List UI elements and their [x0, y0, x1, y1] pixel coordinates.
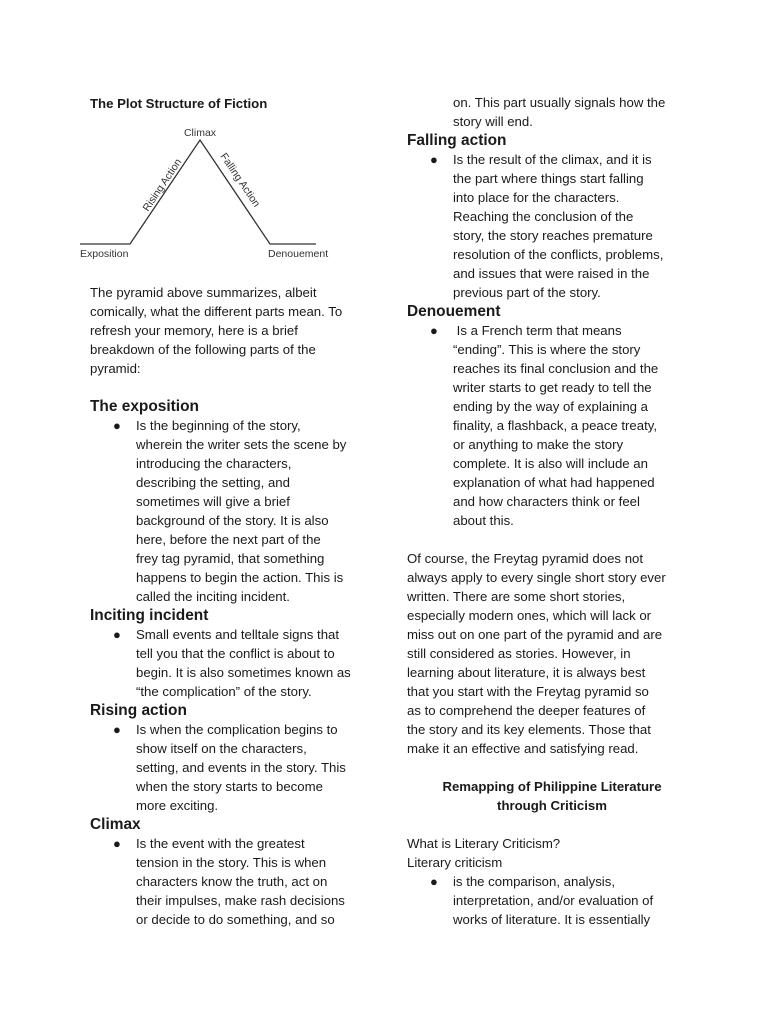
- bullet-icon: ●: [113, 418, 121, 433]
- text-line: complete. It is also will include an: [453, 456, 648, 471]
- label-rising-action: Rising Action: [140, 156, 185, 214]
- left-column: [90, 283, 380, 929]
- intro-paragraph: [90, 283, 380, 378]
- text-line: their impulses, make rash decisions: [136, 893, 345, 908]
- text-line: “ending”. This is where the story: [453, 342, 641, 357]
- label-falling-action: Falling Action: [217, 150, 263, 210]
- text-line: make it an effective and satisfying read.: [407, 741, 639, 756]
- section-heading: [407, 777, 697, 815]
- bullet-falling-action: [407, 150, 697, 302]
- text-line: interpretation, and/or evaluation of: [453, 893, 654, 908]
- text-line: more exciting.: [136, 798, 219, 813]
- bullet-icon: ●: [430, 874, 438, 889]
- text-line: show itself on the characters,: [136, 741, 307, 756]
- text-line: and issues that were raised in the: [453, 266, 650, 281]
- label-denouement: Denouement: [268, 248, 329, 260]
- bullet-icon: ●: [430, 152, 438, 167]
- text-line: the part where things start falling: [453, 171, 644, 186]
- text-line: called the inciting incident.: [136, 589, 290, 604]
- text-line: setting, and events in the story. This: [136, 760, 346, 775]
- bullet-rising-action: [90, 720, 380, 815]
- bullet-icon: ●: [113, 722, 121, 737]
- heading-rising-action: Rising action: [90, 702, 187, 719]
- text-line: explanation of what had happened: [453, 475, 655, 490]
- text-line: Is a French term that means: [453, 323, 622, 338]
- bullet-icon: ●: [430, 323, 438, 338]
- text-line: background of the story. It is also: [136, 513, 329, 528]
- text-line: works of literature. It is essentially: [453, 912, 651, 927]
- page-title: The Plot Structure of Fiction: [90, 96, 268, 111]
- text-line: learning about literature, it is always best: [407, 665, 646, 680]
- text-line: Is the result of the climax, and it is: [453, 152, 652, 167]
- freytag-paragraph: [407, 549, 697, 758]
- text-line: especially modern ones, which will lack or: [407, 608, 652, 623]
- text-line: still considered as stories. However, in: [407, 646, 631, 661]
- text-line: and how characters think or feel: [453, 494, 640, 509]
- text-line: wherein the writer sets the scene by: [136, 437, 347, 452]
- text-line: refresh your memory, here is a brief: [90, 323, 298, 338]
- text-line: Is the beginning of the story,: [136, 418, 301, 433]
- term-line: Literary criticism: [407, 855, 503, 870]
- text-line: previous part of the story.: [453, 285, 601, 300]
- plot-pyramid-diagram: [78, 122, 338, 262]
- text-line: on. This part usually signals how the: [453, 95, 666, 110]
- text-line: story, the story reaches premature: [453, 228, 653, 243]
- heading-falling-action: Falling action: [407, 132, 507, 149]
- text-line: Is when the complication begins to: [136, 722, 338, 737]
- right-column: [407, 93, 697, 929]
- text-line: writer starts to get ready to tell the: [453, 380, 652, 395]
- bullet-literary-criticism: [407, 872, 697, 929]
- bullet-inciting-incident: [90, 625, 380, 701]
- label-exposition: Exposition: [80, 248, 129, 260]
- text-line: tension in the story. This is when: [136, 855, 327, 870]
- text-line: describing the setting, and: [136, 475, 290, 490]
- text-line: when the story starts to become: [136, 779, 323, 794]
- text-line: here, before the next part of the: [136, 532, 321, 547]
- pyramid-outline: [80, 140, 316, 244]
- text-line: Small events and telltale signs that: [136, 627, 340, 642]
- text-line: tell you that the conflict is about to: [136, 646, 335, 661]
- text-line: that you start with the Freytag pyramid so: [407, 684, 649, 699]
- label-climax: Climax: [183, 127, 217, 139]
- bullet-denouement: [407, 321, 697, 530]
- climax-continuation: [407, 93, 697, 131]
- text-line: comically, what the different parts mean. To: [90, 304, 343, 319]
- text-line: breakdown of the following parts of the: [90, 342, 316, 357]
- bullet-exposition: [90, 416, 380, 606]
- text-line: ending by the way of explaining a: [453, 399, 649, 414]
- text-line: sometimes will give a brief: [136, 494, 290, 509]
- text-line: miss out on one part of the pyramid and are: [407, 627, 663, 642]
- text-line: frey tag pyramid, that something: [136, 551, 325, 566]
- bullet-icon: ●: [113, 836, 121, 851]
- text-line: introducing the characters,: [136, 456, 292, 471]
- text-line: written. There are some short stories,: [407, 589, 626, 604]
- text-line: “the complication” of the story.: [136, 684, 312, 699]
- question-line: What is Literary Criticism?: [407, 836, 561, 851]
- text-line: as to comprehend the deeper features of: [407, 703, 646, 718]
- heading-inciting-incident: Inciting incident: [90, 607, 209, 624]
- text-line: into place for the characters.: [453, 190, 620, 205]
- text-line: begin. It is also sometimes known as: [136, 665, 351, 680]
- text-line: through Criticism: [497, 798, 607, 813]
- text-line: always apply to every single short story ever: [407, 570, 666, 585]
- text-line: The pyramid above summarizes, albeit: [90, 285, 317, 300]
- bullet-climax: [90, 834, 380, 929]
- text-line: pyramid:: [90, 361, 141, 376]
- text-line: happens to begin the action. This is: [136, 570, 344, 585]
- text-line: characters know the truth, act on: [136, 874, 328, 889]
- text-line: finality, a flashback, a peace treaty,: [453, 418, 658, 433]
- heading-denouement: Denouement: [407, 303, 501, 320]
- text-line: Remapping of Philippine Literature: [442, 779, 662, 794]
- text-line: or anything to make the story: [453, 437, 624, 452]
- text-line: story will end.: [453, 114, 533, 129]
- text-line: resolution of the conflicts, problems,: [453, 247, 664, 262]
- text-line: Is the event with the greatest: [136, 836, 305, 851]
- text-line: the story and its key elements. Those that: [407, 722, 651, 737]
- heading-exposition: The exposition: [90, 398, 199, 415]
- text-line: Of course, the Freytag pyramid does not: [407, 551, 644, 566]
- text-line: about this.: [453, 513, 514, 528]
- text-line: Reaching the conclusion of the: [453, 209, 634, 224]
- text-line: is the comparison, analysis,: [453, 874, 615, 889]
- bullet-icon: ●: [113, 627, 121, 642]
- text-line: reaches its final conclusion and the: [453, 361, 659, 376]
- text-line: or decide to do something, and so: [136, 912, 335, 927]
- heading-climax: Climax: [90, 816, 141, 833]
